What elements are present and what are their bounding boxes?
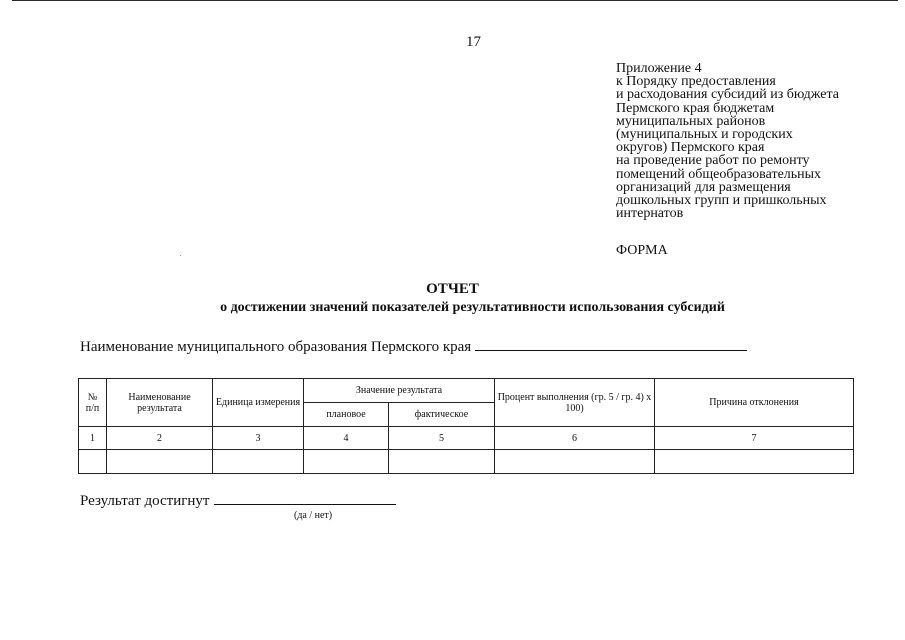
table-cell[interactable] (79, 450, 107, 474)
header-result-name: Наименование результата (107, 379, 213, 427)
annex-line: округов) Пермского края (616, 140, 765, 156)
annex-line: организаций для размещения (616, 179, 791, 195)
table-cell[interactable] (213, 450, 304, 474)
column-number: 4 (304, 427, 389, 450)
table-cell[interactable] (304, 450, 389, 474)
annex-line: на проведение работ по ремонту (616, 153, 810, 169)
table-cell[interactable] (389, 450, 495, 474)
column-number: 6 (495, 427, 655, 450)
header-reason: Причина отклонения (655, 379, 854, 427)
scan-speck (180, 255, 181, 256)
top-border-line (12, 0, 898, 1)
column-number: 5 (389, 427, 495, 450)
annex-line: и расходования субсидий из бюджета (616, 87, 839, 103)
annex-line: Пермского края бюджетам (616, 100, 775, 116)
municipality-row (80, 338, 747, 356)
column-number: 3 (213, 427, 304, 450)
page-number: 17 (466, 34, 481, 50)
report-table (78, 378, 854, 474)
annex-line: к Порядку предоставления (616, 74, 776, 90)
annex-line: дошкольных групп и пришкольных (616, 193, 827, 209)
column-number: 2 (107, 427, 213, 450)
annex-line: муниципальных районов (616, 113, 766, 129)
column-number: 1 (79, 427, 107, 450)
table-header-row (79, 379, 854, 403)
header-result-value: Значение результата (304, 379, 495, 403)
annex-line: (муниципальных и городских (616, 127, 793, 143)
header-percent: Процент выполнения (гр. 5 / гр. 4) x 100) (495, 379, 655, 427)
column-number: 7 (655, 427, 854, 450)
header-actual: фактическое (389, 403, 495, 427)
result-fill-line[interactable] (214, 492, 396, 505)
result-label: Результат достигнут (80, 493, 210, 509)
annex-line: интернатов (616, 206, 684, 222)
table-cell[interactable] (655, 450, 854, 474)
report-subtitle: о достижении значений показателей результативности использования субсидий (220, 300, 725, 315)
result-hint: (да / нет) (294, 510, 333, 521)
annex-block (616, 62, 886, 220)
header-planned: плановое (304, 403, 389, 427)
table-cell[interactable] (107, 450, 213, 474)
result-row (80, 492, 396, 510)
annex-line: помещений общеобразовательных (616, 166, 822, 182)
form-label: ФОРМА (616, 243, 668, 258)
report-title: ОТЧЕТ (426, 281, 479, 297)
header-number: № п/п (79, 379, 107, 427)
header-unit: Единица измерения (213, 379, 304, 427)
table-cell[interactable] (495, 450, 655, 474)
municipality-label: Наименование муниципального образования Пермского края (80, 339, 472, 355)
annex-line: Приложение 4 (616, 61, 702, 76)
municipality-fill-line[interactable] (475, 338, 747, 351)
table-row (79, 450, 854, 474)
column-number-row (79, 427, 854, 450)
